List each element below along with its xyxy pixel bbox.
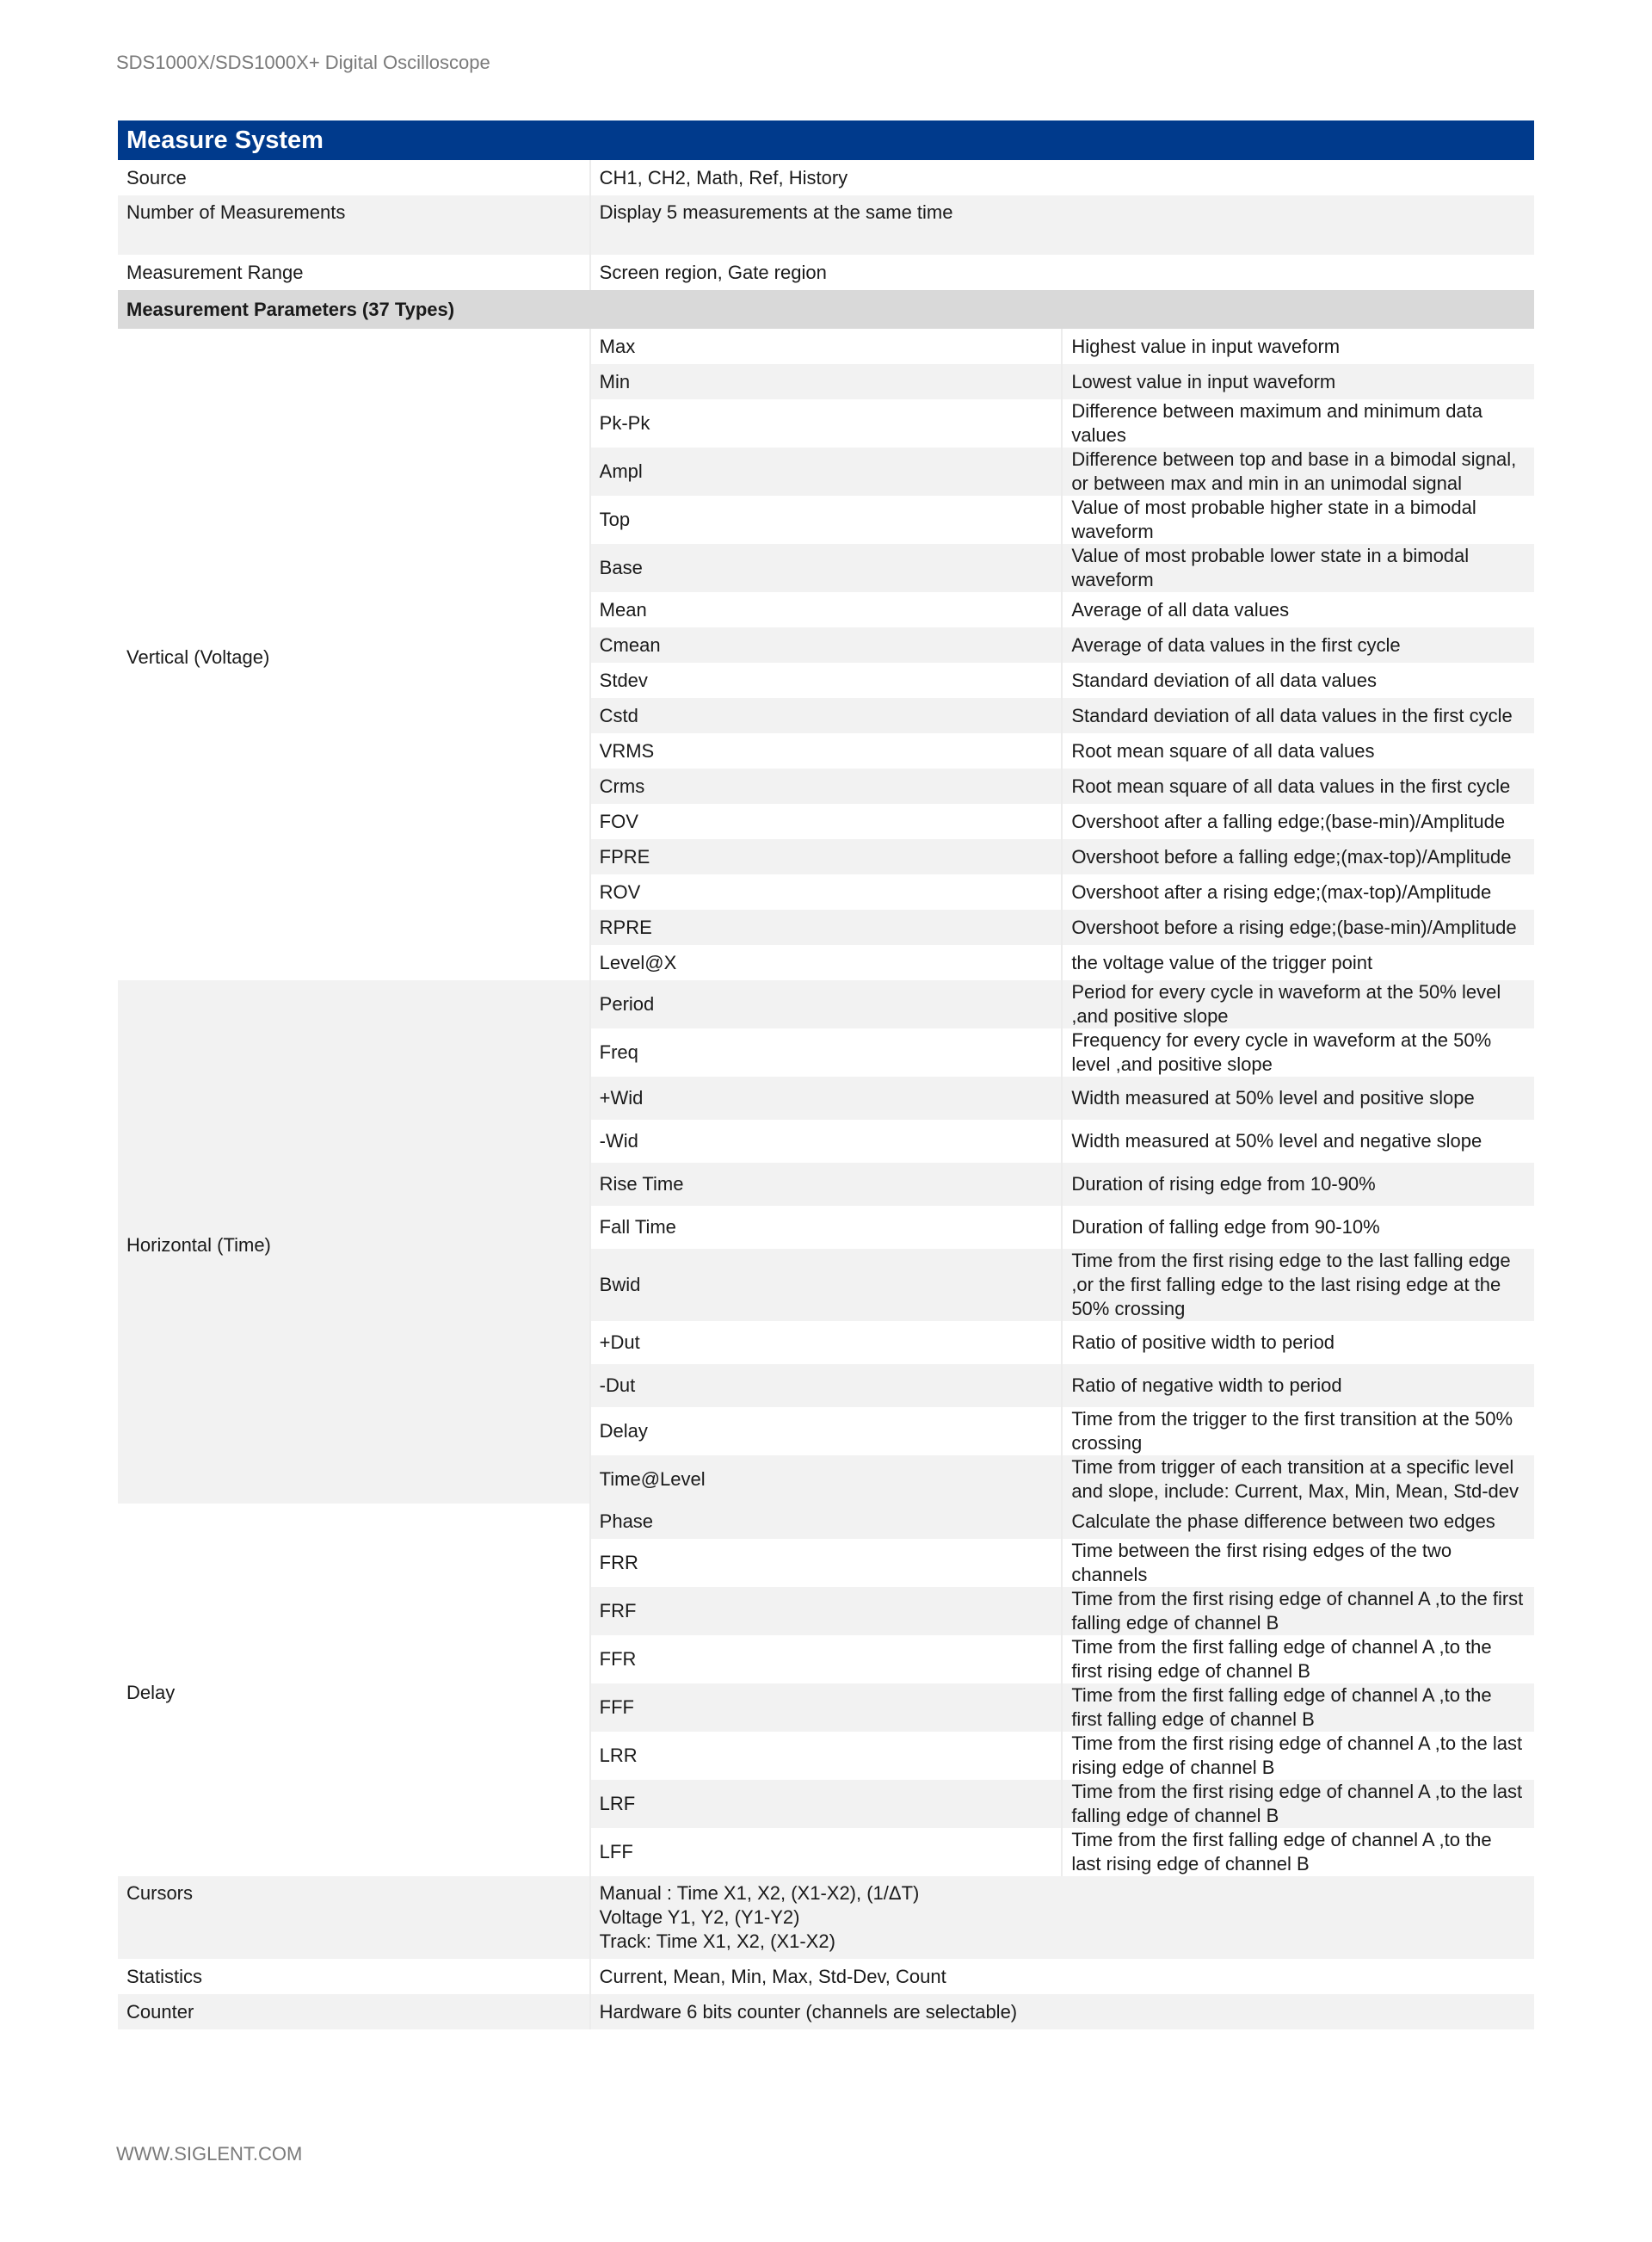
parameter-name: Fall Time [590,1206,1063,1249]
parameter-name: Top [590,496,1063,544]
parameter-name: Min [590,364,1063,399]
parameter-description: Time between the first rising edges of the two channels [1071,1540,1452,1585]
parameter-description: the voltage value of the trigger point [1071,951,1373,973]
parameter-name: +Wid [590,1077,1063,1120]
parameter-description: Frequency for every cycle in waveform at the 50% level ,and positive slope [1071,1029,1492,1075]
parameter-description: Standard deviation of all data values in the first cycle [1062,698,1534,733]
parameter-name: FRR [590,1539,1063,1587]
parameter-name: VRMS [590,733,1063,769]
parameter-name: -Wid [590,1120,1063,1163]
parameter-description: Width measured at 50% level and negative slope [1071,1130,1482,1152]
parameter-name: Rise Time [590,1163,1063,1206]
measure-system-table [118,120,1534,2029]
parameter-description: Time from the first rising edge of channel A ,to the last rising edge of channel B [1071,1732,1523,1778]
parameter-name: Freq [590,1028,1063,1077]
parameter-name: Phase [590,1504,1063,1539]
parameter-description: Overshoot before a rising edge;(base-min)/Amplitude [1062,910,1534,945]
parameter-name: LRF [590,1780,1063,1828]
parameter-description: Lowest value in input waveform [1062,364,1534,399]
parameter-name: Cstd [590,698,1063,733]
parameter-description: Time from the first falling edge of channel A ,to the first rising edge of channel B [1071,1636,1492,1682]
parameter-name: FRF [590,1587,1063,1635]
parameter-name: FFF [590,1683,1063,1732]
parameter-description: Time from the first rising edge to the last falling edge ,or the first falling edge to the last rising edge at the 50% crossing [1062,1249,1534,1321]
parameter-description: Average of data values in the first cycle [1062,627,1534,663]
parameter-description: Overshoot before a falling edge;(max-top)/Amplitude [1062,839,1534,874]
row-value: Screen region, Gate region [599,261,827,283]
cursor-line: Track: Time X1, X2, (X1-X2) [599,1930,835,1952]
parameter-description: Calculate the phase difference between two edges [1062,1504,1534,1539]
parameter-name: Cmean [590,627,1063,663]
parameter-name: +Dut [590,1321,1063,1364]
parameter-row [118,1504,1534,1539]
parameter-description: Standard deviation of all data values [1071,669,1377,691]
parameter-name: Stdev [590,663,1063,698]
parameter-description: Value of most probable higher state in a bimodal waveform [1071,497,1476,542]
section-title: Measure System [118,120,1534,160]
parameter-description: Period for every cycle in waveform at the 50% level ,and positive slope [1062,980,1534,1028]
group-label: Horizontal (Time) [118,980,590,1504]
cursor-line: Voltage Y1, Y2, (Y1-Y2) [599,1906,800,1928]
row-value: Hardware 6 bits counter (channels are selectable) [599,2000,1018,2023]
parameter-name: Delay [590,1407,1063,1455]
parameter-description: Time from the first rising edge of channel A ,to the first falling edge of channel B [1062,1587,1534,1635]
parameter-description: Ratio of negative width to period [1062,1364,1534,1407]
parameter-description: Overshoot after a rising edge;(max-top)/Amplitude [1071,880,1492,903]
parameter-description: Time from the first rising edge of channel A ,to the last falling edge of channel B [1062,1780,1534,1828]
parameter-name: Crms [590,769,1063,804]
parameter-name: Period [590,980,1063,1028]
parameter-name: Time@Level [590,1455,1063,1504]
parameter-description: Root mean square of all data values in the first cycle [1062,769,1534,804]
cursor-line: Manual : Time X1, X2, (X1-X2), (1/ΔT) [599,1882,920,1904]
parameter-description: Time from trigger of each transition at a specific level and slope, include: Current, Max, Min, Mean, Std-dev [1062,1455,1534,1504]
row-label: Counter [118,1994,590,2029]
parameter-description: Difference between maximum and minimum data values [1071,400,1483,446]
parameter-name: RPRE [590,910,1063,945]
parameter-name: LRR [590,1732,1063,1780]
parameter-description: Width measured at 50% level and positive slope [1062,1077,1534,1120]
page-footer: WWW.SIGLENT.COM [116,2143,303,2165]
row-label: Source [118,160,590,195]
parameter-description: Value of most probable lower state in a bimodal waveform [1062,544,1534,592]
parameter-name: Base [590,544,1063,592]
parameter-description: Overshoot after a falling edge;(base-min)/Amplitude [1071,810,1506,832]
parameter-name: -Dut [590,1364,1063,1407]
parameter-description: Difference between top and base in a bimodal signal, or between max and min in an unimodal signal [1062,448,1534,496]
parameter-name: FOV [590,804,1063,839]
row-label: Cursors [118,1876,590,1959]
parameter-name: Level@X [590,945,1063,980]
group-label: Vertical (Voltage) [118,329,590,980]
parameter-name: ROV [590,874,1063,910]
parameter-name: Max [590,329,1063,364]
group-label: Delay [118,1504,590,1876]
parameter-name: Bwid [590,1249,1063,1321]
parameter-name: FFR [590,1635,1063,1683]
parameter-description: Time from the first falling edge of channel A ,to the first falling edge of channel B [1062,1683,1534,1732]
parameter-description: Ratio of positive width to period [1071,1331,1335,1353]
row-label: Statistics [118,1959,590,1994]
params-title: Measurement Parameters (37 Types) [118,290,1534,329]
row-value: Display 5 measurements at the same time [599,201,953,223]
parameter-name: Ampl [590,448,1063,496]
parameter-description: Time from the first falling edge of channel A ,to the last rising edge of channel B [1071,1829,1492,1875]
section-title-row [118,120,1534,160]
parameter-name: Pk-Pk [590,399,1063,448]
parameter-row [118,329,1534,364]
parameter-description: Duration of rising edge from 10-90% [1062,1163,1534,1206]
parameter-name: FPRE [590,839,1063,874]
row-value: Current, Mean, Min, Max, Std-Dev, Count [599,1965,946,1987]
parameter-description: Duration of falling edge from 90-10% [1071,1216,1380,1238]
parameter-name: Mean [590,592,1063,627]
parameter-description: Root mean square of all data values [1071,739,1375,762]
parameter-row [118,980,1534,1028]
parameter-description: Highest value in input waveform [1071,335,1341,357]
row-label: Number of Measurements [118,195,590,255]
cursors-value [590,1876,1534,1959]
row-label: Measurement Range [118,255,590,290]
parameter-name: LFF [590,1828,1063,1876]
row-value: CH1, CH2, Math, Ref, History [599,166,848,188]
page-header: SDS1000X/SDS1000X+ Digital Oscilloscope [116,52,490,73]
parameter-description: Average of all data values [1071,598,1290,621]
parameter-description: Time from the trigger to the first transition at the 50% crossing [1071,1408,1513,1454]
